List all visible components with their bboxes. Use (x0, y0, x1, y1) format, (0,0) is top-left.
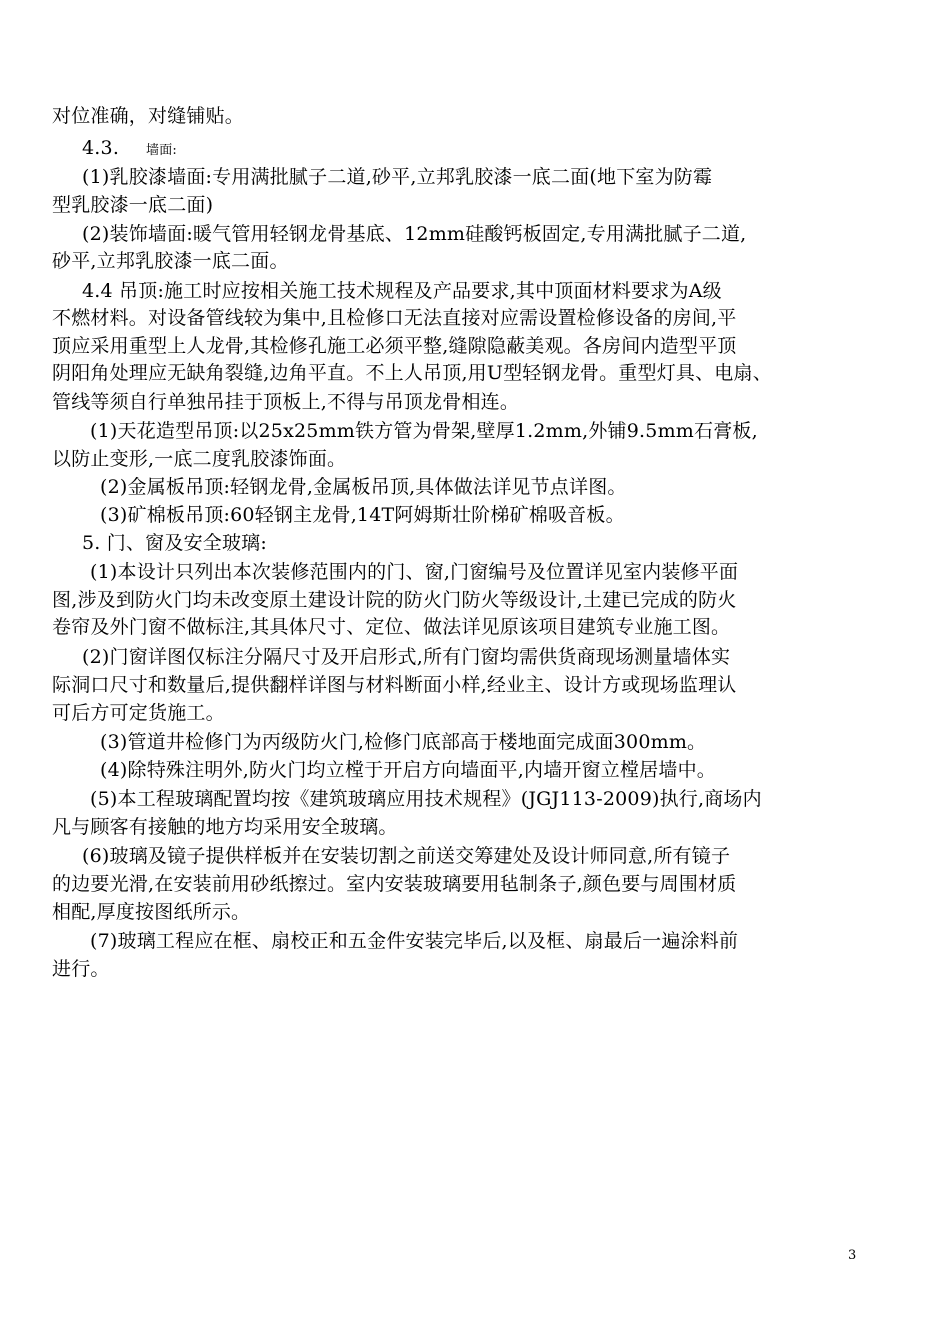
text-line: (1)本设计只列出本次装修范围内的门、窗,门窗编号及位置详见室内装修平面 (90, 561, 739, 583)
text-line: (2)门窗详图仅标注分隔尺寸及开启形式,所有门窗均需供货商现场测量墙体实 (82, 646, 731, 668)
section-heading: 墙面: (146, 143, 177, 158)
text-line: 进行。 (52, 958, 110, 980)
text-line: 5. 门、窗及安全玻璃: (82, 532, 267, 554)
section-number: 4.3. (82, 137, 120, 159)
text-line: 的边要光滑,在安装前用砂纸擦过。室内安装玻璃要用毡制条子,颜色要与周围材质 (52, 873, 737, 895)
text-line: 可后方可定货施工。 (52, 702, 225, 724)
text-line: 顶应采用重型上人龙骨,其检修孔施工必须平整,缝隙隐蔽美观。各房间内造型平顶 (52, 335, 737, 357)
text-line: 际洞口尺寸和数量后,提供翻样详图与材料断面小样,经业主、设计方或现场监理认 (52, 674, 737, 696)
text-line: 不燃材料。对设备管线较为集中,且检修口无法直接对应需设置检修设备的房间,平 (52, 307, 737, 329)
text-line: (1)乳胶漆墙面:专用满批腻子二道,砂平,立邦乳胶漆一底二面(地下室为防霉 (82, 166, 713, 188)
text-line: (6)玻璃及镜子提供样板并在安装切割之前送交筹建处及设计师同意,所有镜子 (82, 845, 731, 867)
text-line: 管线等须自行单独吊挂于顶板上,不得与吊顶龙骨相连。 (52, 391, 520, 413)
text-line: (3)矿棉板吊顶:60轻钢主龙骨,14T阿姆斯壮阶梯矿棉吸音板。 (100, 504, 625, 526)
text-line: 型乳胶漆一底二面) (52, 194, 214, 216)
page-number: 3 (848, 1248, 857, 1263)
text-line: 凡与顾客有接触的地方均采用安全玻璃。 (52, 816, 398, 838)
text-line: 砂平,立邦乳胶漆一底二面。 (52, 250, 289, 272)
text-line: (1)天花造型吊顶:以25x25mm铁方管为骨架,壁厚1.2mm,外铺9.5mm石膏板, (90, 420, 758, 442)
text-line: (7)玻璃工程应在框、扇校正和五金件安装完毕后,以及框、扇最后一遍涂料前 (90, 930, 739, 952)
text-line: 阴阳角处理应无缺角裂缝,边角平直。不上人吊顶,用U型轻钢龙骨。重型灯具、电扇、 (52, 362, 772, 384)
text-line: (3)管道井检修门为丙级防火门,检修门底部高于楼地面完成面300mm。 (100, 731, 707, 753)
text-line: (2)金属板吊顶:轻钢龙骨,金属板吊顶,具体做法详见节点详图。 (100, 476, 627, 498)
text-line: 卷帘及外门窗不做标注,其具体尺寸、定位、做法详见原该项目建筑专业施工图。 (52, 616, 731, 638)
text-line: (2)装饰墙面:暖气管用轻钢龙骨基底、12mm硅酸钙板固定,专用满批腻子二道, (82, 223, 747, 245)
text-line: 4.4 吊顶:施工时应按相关施工技术规程及产品要求,其中顶面材料要求为A级 (82, 280, 722, 302)
text-line: 相配,厚度按图纸所示。 (52, 901, 251, 923)
text-line: 图,涉及到防火门均未改变原土建设计院的防火门防火等级设计,土建已完成的防火 (52, 589, 737, 611)
text-line: 对位准确，对缝铺贴。 (52, 105, 245, 127)
text-line: 以防止变形,一底二度乳胶漆饰面。 (52, 448, 347, 470)
text-line: (5)本工程玻璃配置均按《建筑玻璃应用技术规程》(JGJ113-2009)执行,商场内 (90, 788, 762, 810)
text-line: (4)除特殊注明外,防火门均立樘于开启方向墙面平,内墙开窗立樘居墙中。 (100, 759, 716, 781)
